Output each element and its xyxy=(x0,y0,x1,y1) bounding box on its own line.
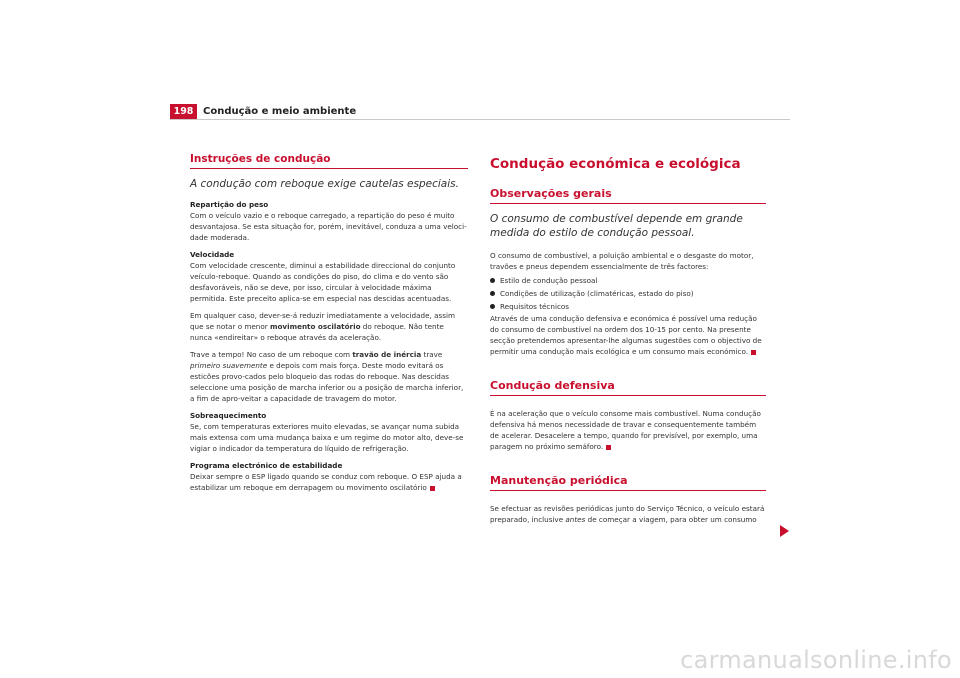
section-title-towing: Instruções de condução xyxy=(190,153,331,165)
section-subtitle: O consumo de combustível depende em grande medida do estilo de condução pessoal. xyxy=(490,213,743,239)
paragraph-overheating: Se, com temperaturas exteriores muito elevadas, se avançar numa subida mais extensa com uma mudança baixa e um regime do motor alto, deve-se vigiar o indicador da temperatura do líquido de refrigeração. xyxy=(190,422,464,453)
italic-term: primeiro suavemente xyxy=(190,361,268,370)
text: trave xyxy=(421,350,443,359)
list-item xyxy=(490,287,766,300)
paragraph-weight-distribution: Com o veículo vazio e o reboque carregado, a repartição do peso é muito desvantajosa. Se esta situação for, porém, inevitável, conduza a uma veloci-dade moderada. xyxy=(190,211,467,242)
chapter-title: Condução económica e ecológica xyxy=(490,156,741,172)
page-number: 198 xyxy=(170,104,197,119)
text: É na aceleração que o veículo consome mais combustível. Numa condução defensiva há menos necessidade de travar e consequentemente também de acelerar. Desacelere a tempo, quando for previsível, por exemplo, uma paragem no próximo semáforo. xyxy=(490,409,761,451)
section-subtitle: A condução com reboque exige cautelas especiais. xyxy=(190,178,459,190)
section-rule xyxy=(190,168,468,169)
bullet-icon xyxy=(490,278,495,283)
header-title: Condução e meio ambiente xyxy=(203,106,357,117)
text: e depois com mais força. Deste modo evitará os esticões provo-cados pelo bloqueio das rodas do reboque. Nas descidas seleccione uma posição de marcha inferior ou a posição de marcha inferior, a fim de apro-veitar a capacidade de travagem do motor. xyxy=(190,361,464,403)
list-item-text: Estilo de condução pessoal xyxy=(500,276,598,285)
section-title-general: Observações gerais xyxy=(490,187,612,200)
heading-esp: Programa electrónico de estabilidade xyxy=(190,461,343,470)
header-rule xyxy=(170,119,790,120)
section-title-defensive: Condução defensiva xyxy=(490,379,615,392)
heading-speed: Velocidade xyxy=(190,250,235,259)
paragraph-esp xyxy=(190,471,468,493)
text: Trave a tempo! No caso de um reboque com xyxy=(190,350,353,359)
text: do reboque. Não tente nunca «endireitar» o reboque através da aceleração. xyxy=(190,322,444,342)
bullet-icon xyxy=(490,291,495,296)
bold-term: movimento oscilatório xyxy=(270,322,361,331)
left-column xyxy=(190,152,468,493)
section-title-maintenance: Manutenção periódica xyxy=(490,474,628,487)
paragraph-speed-3 xyxy=(190,349,468,404)
text: de começar a viagem, para obter um consumo xyxy=(585,515,757,524)
section-rule xyxy=(490,203,766,204)
italic-term: antes xyxy=(565,515,586,524)
paragraph-speed-2 xyxy=(190,310,468,343)
watermark: carmanualsonline.info xyxy=(680,646,952,674)
bullet-icon xyxy=(490,304,495,309)
paragraph-speed-1: Com velocidade crescente, diminui a estabilidade direccional do conjunto veículo-reboque. Quando as condições do piso, do clima e do vento são desfavoráveis, não se deve, por isso, circular à velocidade máxima permitida. Este preceito aplica-se em especial nas descidas acentuadas. xyxy=(190,261,456,303)
paragraph-general-2 xyxy=(490,313,766,357)
end-of-section-icon xyxy=(751,350,756,355)
paragraph-general-1: O consumo de combustível, a poluição ambiental e o desgaste do motor, travões e pneus dependem essencialmente de três factores: xyxy=(490,251,754,271)
text: Deixar sempre o ESP ligado quando se conduz com reboque. O ESP ajuda a estabilizar um reboque em derrapagem ou movimento oscilatório xyxy=(190,472,462,492)
list-item-text: Condições de utilização (climatéricas, estado do piso) xyxy=(500,289,694,298)
list-item xyxy=(490,274,766,287)
end-of-section-icon xyxy=(606,445,611,450)
list-item-text: Requisitos técnicos xyxy=(500,302,570,311)
bold-term: travão de inércia xyxy=(352,350,422,359)
paragraph-maintenance xyxy=(490,503,766,525)
end-of-section-icon xyxy=(430,486,435,491)
text: Em qualquer caso, dever-se-á reduzir imediatamente a velocidade, assim que se notar o menor xyxy=(190,311,455,331)
heading-overheating: Sobreaquecimento xyxy=(190,411,267,420)
text: Através de uma condução defensiva e económica é possível uma redução do consumo de combustível na ordem dos 10-15 por cento. Na presente secção pretendemos apresentar-lhe algumas sugestões com o objectivo de permitir uma condução mais ecológica e um consumo mais económico. xyxy=(490,314,762,356)
paragraph-defensive xyxy=(490,408,766,452)
list-item xyxy=(490,300,766,313)
factor-list xyxy=(490,274,766,313)
right-column xyxy=(490,152,766,525)
text: Se efectuar as revisões periódicas junto do Serviço Técnico, o veículo estará preparado, inclusive xyxy=(490,504,765,524)
next-page-arrow-icon[interactable] xyxy=(780,525,789,537)
heading-weight-distribution: Repartição do peso xyxy=(190,200,269,209)
